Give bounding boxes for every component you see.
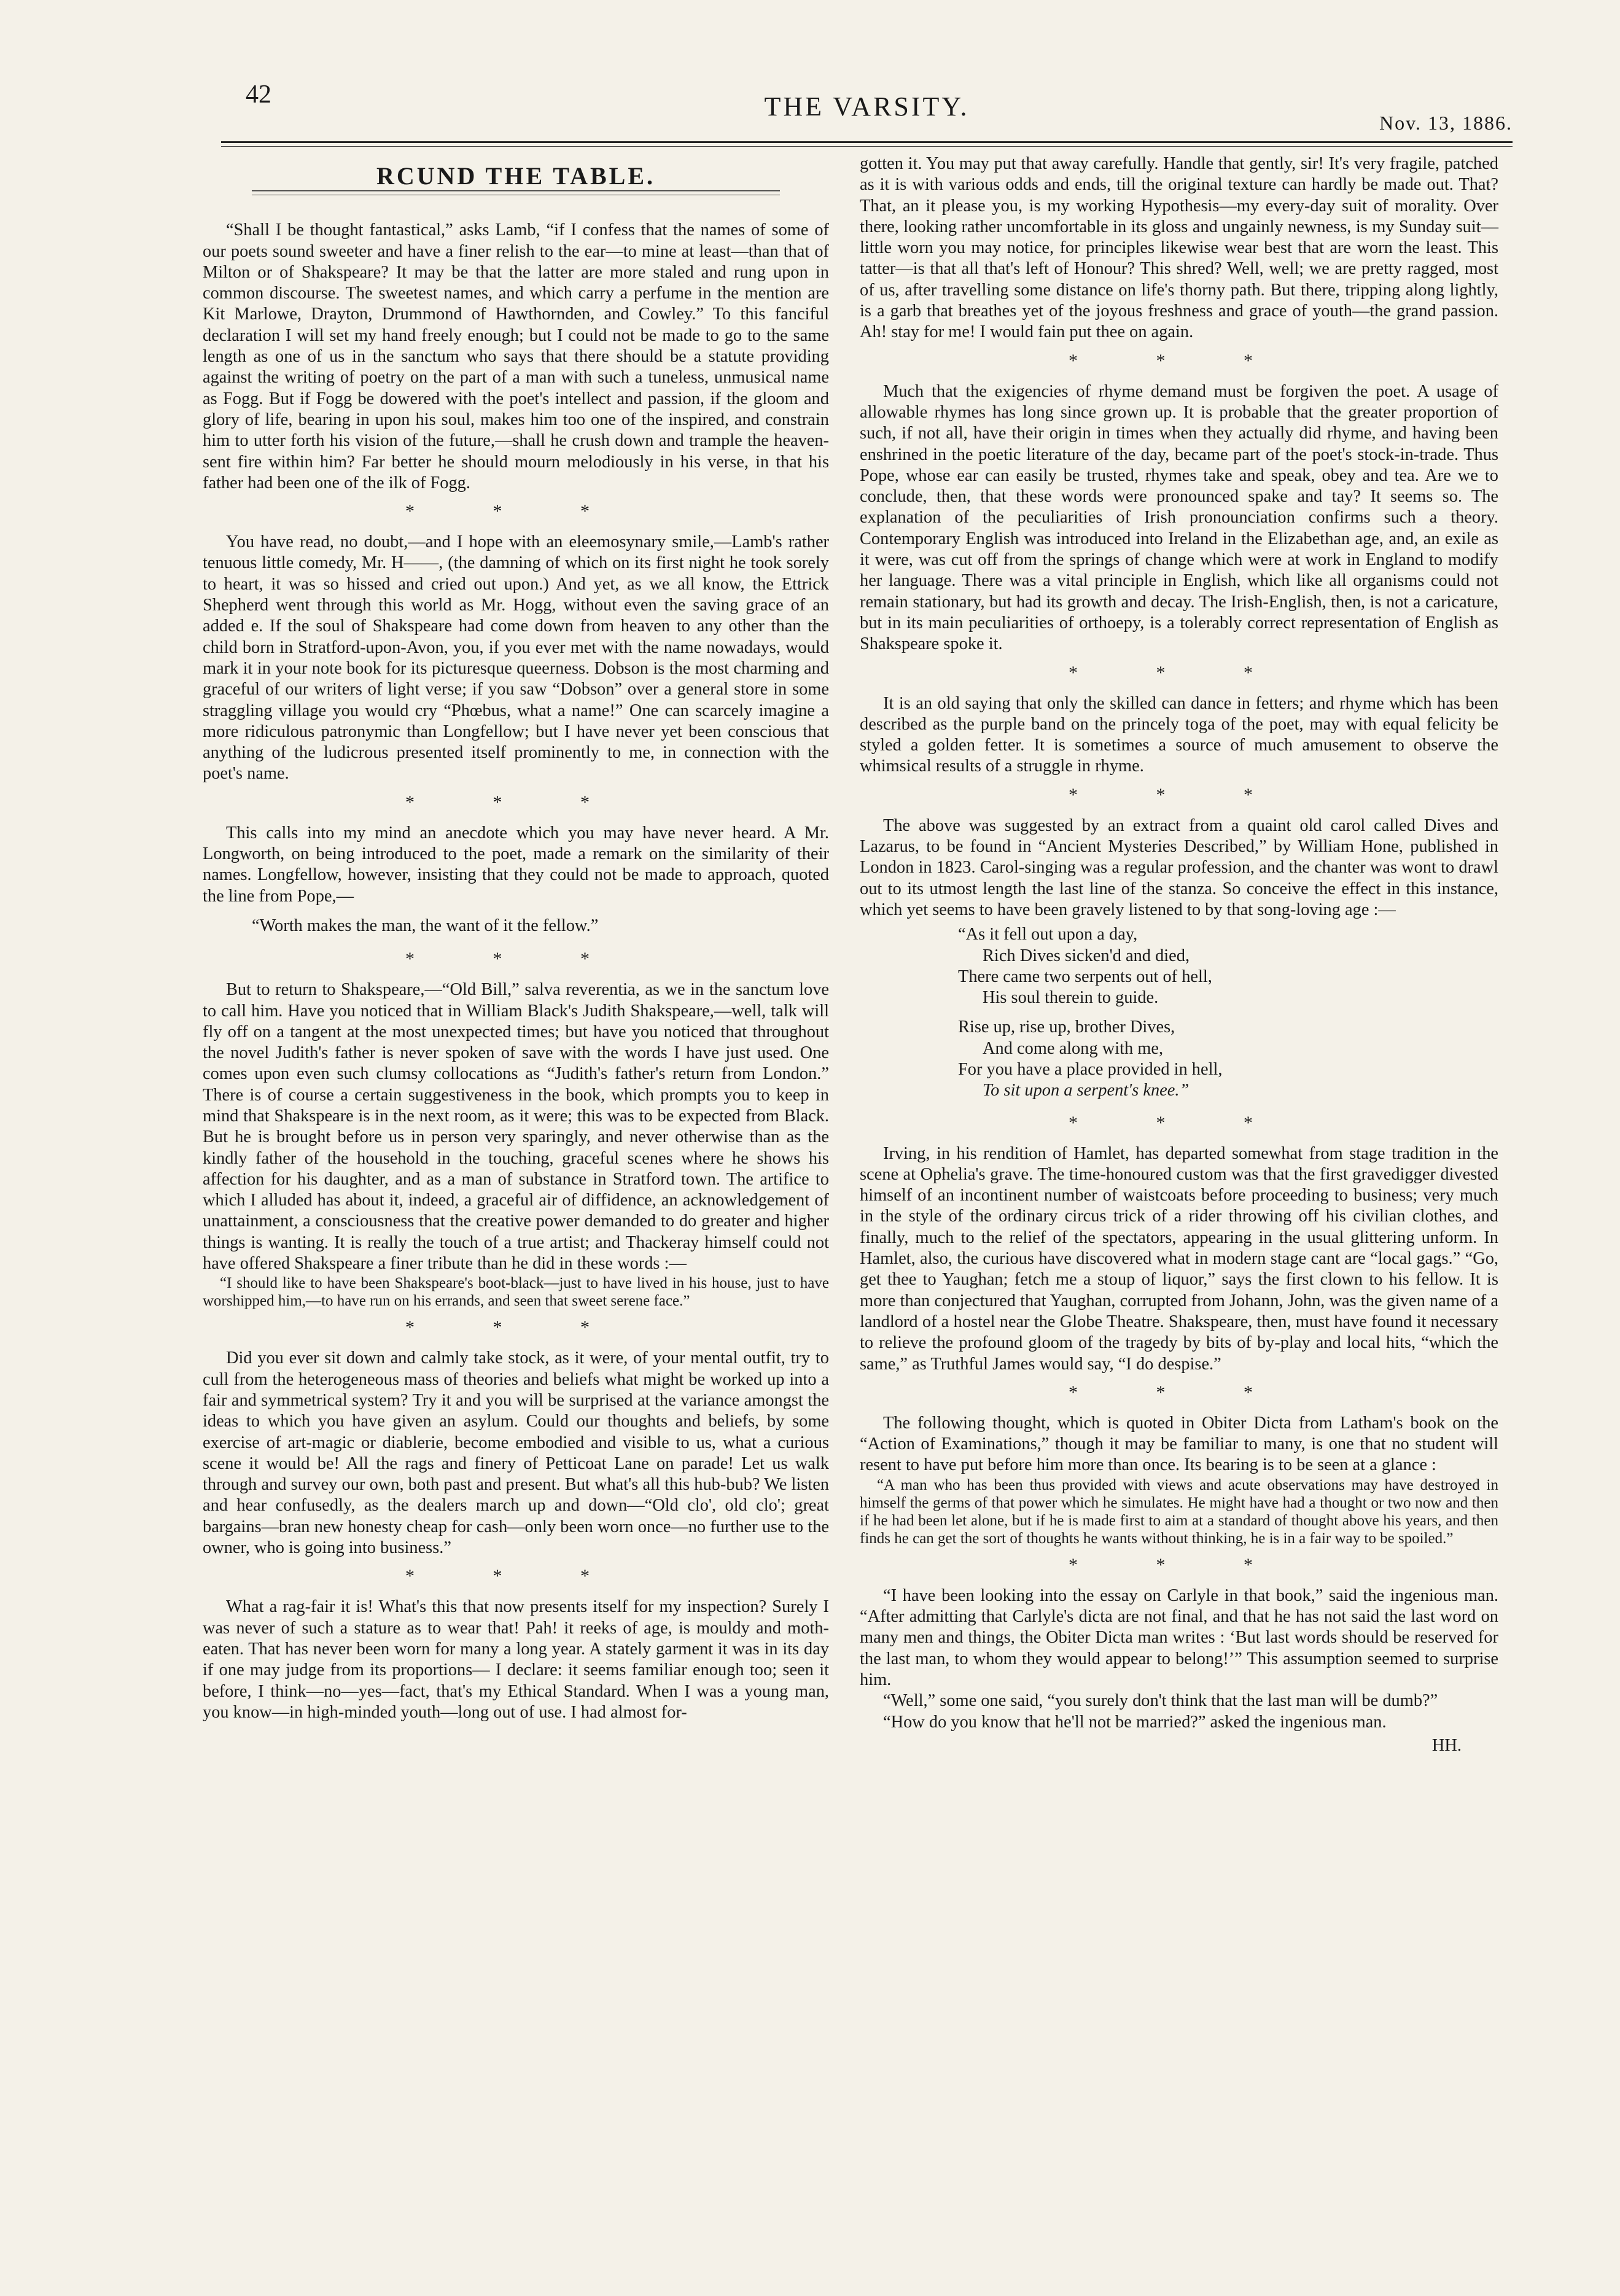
section-divider: * * *	[1069, 784, 1290, 805]
left-column	[203, 154, 829, 1723]
paragraph: “Shall I be thought fantastical,” asks Lamb, “if I confess that the names of some of our poets sound sweeter and have a finer relish to the ear—to mine at least—than that of Milton or of Shakspeare? It may be that the latter are more staled and rung upon in common discourse. The sweetest names, and which carry a perfume in the mention are Kit Marlowe, Drayton, Drummond of Hawthornden, and Cowley.” To this fanciful declaration I will set my hand freely enough; but I could not be made to go to the same length as one of us in the sanctum who says that there should be a statute providing against the writing of poetry on the part of a man with such a tuneless, unmusical name as Fogg. But if Fogg be dowered with the poet's intellect and passion, if the gloom and glory of life, bearing in upon his soul, makes him too one of the inspired, and constrain him to utter forth his vision of the future,—shall he crush down and trample the heaven-sent fire within him? Far better he should mourn melodiously in his verse, in that his father had been one of the ilk of Fogg.	[203, 220, 829, 492]
issue-date: Nov. 13, 1886.	[1379, 112, 1513, 134]
section-divider: * * *	[1069, 1382, 1290, 1403]
section-divider: * * *	[405, 1317, 626, 1338]
paragraph: Irving, in his rendition of Hamlet, has departed somewhat from stage tradition in the scene at Ophelia's grave. The time-honoured custom was that the first gravedigger divested himself of an incontinent number of waistcoats before proceeding to business; very much in the style of the ordinary circus trick of a rider throwing off his civilian clothes, and finally, much to the relief of the spectators, appearing in the usual glittering unform. In Hamlet, also, the curious have discovered what in modern stage cant are “local gags.” “Go, get thee to Yaughan; fetch me a stoup of liquor,” says the first clown to his fellow. It is more than conjectured that Yaughan, corrupted from Johann, John, was the given name of a landlord of a hostel near the Globe Theatre. Shakspeare, then, must have found it necessary to relieve the profound gloom of the tragedy by bits of by-play and local hits, “which the same,” as Truthful James would say, “I do despise.”	[860, 1143, 1498, 1374]
page-number: 42	[246, 80, 271, 109]
verse-line: And come along with me,	[983, 1038, 1164, 1058]
paragraph: “Well,” some one said, “you surely don't think that the last man will be dumb?”	[883, 1691, 1438, 1711]
header-rule	[221, 141, 1513, 143]
paragraph: But to return to Shakspeare,—“Old Bill,” salva reverentia, as we in the sanctum love to call him. Have you noticed that in William Black's Judith Shakspeare,—well, talk will fly off on a tangent at the most unexpected times; but have you noticed that throughout the novel Judith's father is never spoken of save with the words I have just used. One comes upon even such clumsy collocations as “Judith's father's return from London.” There is of course a certain suggestiveness in the book, which prompts you to keep in mind that Shakspeare is in the next room, as it were; this was to be expected from Black. But he is brought before us in person very sparingly, and never otherwise than as the kindly father of the household in the touching, graceful scenes where he shows his affection for his daughter, and as a man of substance in Stratford town. The artifice to which I alluded has about it, indeed, a graceful air of diffidence, an acknowledgement of unattainment, a consciousness that the creative power demanded to do greater and higher things is wanting. It is really the touch of a true artist; and Thackeray himself could not have offered Shakspeare a finer tribute than he did in these words :—	[203, 980, 829, 1274]
section-divider: * * *	[1069, 350, 1290, 371]
paragraph: The above was suggested by an extract from a quaint old carol called Dives and Lazarus, to be found in “Ancient Mysteries Described,” by William Hone, published in London in 1823. Carol-singing was a regular profession, and the chanter was wont to drawl out to its utmost length the last line of the stanza. So conceive the effect in this instance, which yet seems to have been gravely listened to by that song-loving age :—	[860, 815, 1498, 919]
verse-line: Rich Dives sicken'd and died,	[983, 946, 1190, 965]
paragraph: “I have been looking into the essay on Carlyle in that book,” said the ingenious man. “After admitting that Carlyle's dicta are not final, and that he has not said the last word on many men and things, the Obiter Dicta man writes : ‘But last words should be reserved for the last man, to whom they would appear to belong!’” This assumption seemed to surprise him.	[860, 1586, 1498, 1689]
paragraph: gotten it. You may put that away carefully. Handle that gently, sir! It's very fragile, patched as it is with various odds and ends, till the original texture can hardly be made out. That? That, an it please you, is my working Hypothesis—my every-day suit of morality. Over there, looking rather uncomfortable in its gloss and ungainly newness, is my Sunday suit—little worn you may notice, for principles likewise wear best that are worn the least. This tatter—is that all that's left of Honour? This shred? Well, well; we are pretty ragged, most of us, after travelling some distance on life's thorny path. But there, tripping along lightly, is a garb that breathes yet of the joyous freshness and grace of youth—the grand passion. Ah! stay for me! I would fain put thee on again.	[860, 154, 1498, 342]
masthead: THE VARSITY.	[764, 91, 970, 122]
section-divider: * * *	[405, 1566, 626, 1587]
header-rule-thin	[221, 146, 1513, 147]
verse-line: For you have a place provided in hell,	[958, 1059, 1223, 1079]
paragraph: What a rag-fair it is! What's this that now presents itself for my inspection? Surely I was never of such a stature as to wear that! Pah! it reeks of age, is mouldy and moth-eaten. That has never been worn for many a long year. A stately garment it was in its day if one may judge from its proportions— I declare: it seems familiar enough too; seen it before, I think—no—yes—fact, that's my Ethical Standard. When I was a young man, you know—in high-minded youth—long out of use. I had almost for-	[203, 1597, 829, 1722]
section-divider: * * *	[405, 949, 626, 970]
block-quote: “A man who has been thus provided with views and acute observations may have destroyed in himself the germs of that power which he simulates. He might have had a thought or two now and then if he had been let alone, but if he is made first to aim at a standard of thought above his years, and then finds he can get the sort of thoughts he wants without thinking, he is in a fair way to be spoiled.”	[860, 1476, 1498, 1547]
author-signature: HH.	[1431, 1735, 1462, 1755]
block-quote: “I should like to have been Shakspeare's boot-black—just to have lived in his house, just to have worshipped him,—to have run on his errands, and seen that sweet serene face.”	[203, 1275, 829, 1310]
section-divider: * * *	[1069, 662, 1290, 683]
paragraph: You have read, no doubt,—and I hope with an eleemosynary smile,—Lamb's rather tenuous little comedy, Mr. H——, (the damning of which on its first night he took sorely to heart, it was so hissed and cried out upon.) And yet, as we all know, the Ettrick Shepherd went through this world as Mr. Hogg, without even the saving grace of an added e. If the soul of Shakspeare had come down from heaven to any other than the child born in Stratford-upon-Avon, you, if you ever met with the name nowadays, would mark it in your note book for its picturesque queerness. Dobson is the most charming and graceful of our writers of light verse; if you saw “Dobson” over a general store in some straggling village you would cry “Phœbus, what a name!” One can scarcely imagine a more ridiculous patronymic than Longfellow; but I have never yet been conscious that anything of the ludicrous presented itself prominently to me, in connection with the poet's name.	[203, 532, 829, 784]
verse-line: His soul therein to guide.	[983, 988, 1159, 1008]
section-divider: * * *	[405, 792, 626, 812]
verse-line: Rise up, rise up, brother Dives,	[958, 1018, 1175, 1037]
section-divider: * * *	[1069, 1554, 1290, 1575]
section-divider: * * *	[405, 501, 626, 522]
right-column	[860, 154, 1498, 1756]
block-quote: “Worth makes the man, the want of it the fellow.”	[252, 916, 599, 935]
article-title: RCUND THE TABLE.	[376, 162, 656, 190]
page-header	[221, 80, 1513, 147]
paragraph: This calls into my mind an anecdote which you may have never heard. A Mr. Longworth, on being introduced to the poet, made a remark on the similarity of their names. Longfellow, however, insisting that they could not be made to approach, quoted the line from Pope,—	[203, 823, 829, 906]
paragraph: “How do you know that he'll not be married?” asked the ingenious man.	[883, 1712, 1387, 1732]
carol-verse	[860, 924, 1498, 1101]
paragraph: The following thought, which is quoted in Obiter Dicta from Latham's book on the “Action of Examinations,” though it may be familiar to many, is one that no student will resent to have put before him more than once. Its bearing is to be seen at a glance :	[860, 1413, 1498, 1475]
title-rule	[252, 190, 780, 195]
verse-line: There came two serpents out of hell,	[958, 967, 1212, 986]
paragraph: It is an old saying that only the skilled can dance in fetters; and rhyme which has been described as the purple band on the princely toga of the poet, may with equal felicity be styled a golden fetter. It is sometimes a source of much amusement to observe the whimsical results of a struggle in rhyme.	[860, 693, 1498, 776]
verse-line: To sit upon a serpent's knee.”	[983, 1081, 1190, 1100]
section-divider: * * *	[1069, 1112, 1290, 1133]
paragraph: Much that the exigencies of rhyme demand must be forgiven the poet. A usage of allowable rhymes has long since grown up. It is probable that the greater proportion of such, if not all, have their origin in times when they actually did rhyme, and having been enshrined in the poetic literature of the day, became part of the poet's stock-in-trade. Thus Pope, whose ear can easily be trusted, rhymes take and speak, obey and tea. Are we to conclude, then, that these words were pronounced spake and tay? It seems so. The explanation of the peculiarities of Irish pronounciation confirms such a theory. Contemporary English was introduced into Ireland in the Elizabethan age, and, an exile as it were, was cut off from the springs of change which were at work in England to modify her language. There was a vital principle in English, which like all organisms could not remain stationary, but had its growth and decay. The Irish-English, then, is not a caricature, but in its main peculiarities of orthoepy, is a tolerably correct representation of English as Shakspeare spoke it.	[860, 381, 1498, 654]
verse-line: “As it fell out upon a day,	[958, 925, 1138, 944]
paragraph: Did you ever sit down and calmly take stock, as it were, of your mental outfit, try to cull from the heterogeneous mass of theories and beliefs what might be worked up into a fair and symmetrical system? Try it and you will be surprised at the variance amongst the ideas to which you have given an asylum. Could our thoughts and beliefs, by some exercise of art-magic or diablerie, become embodied and visible to us, what a curious scene it would be! All the rags and finery of Petticoat Lane on parade! Let us walk through and survey our own, both past and present. But what's all this hub-bub? We listen and hear confusedly, as the dealers march up and down—“Old clo', old clo'; great bargains—bran new honesty cheap for cash—only been worn once—no further use to the owner, who is going into business.”	[203, 1348, 829, 1558]
